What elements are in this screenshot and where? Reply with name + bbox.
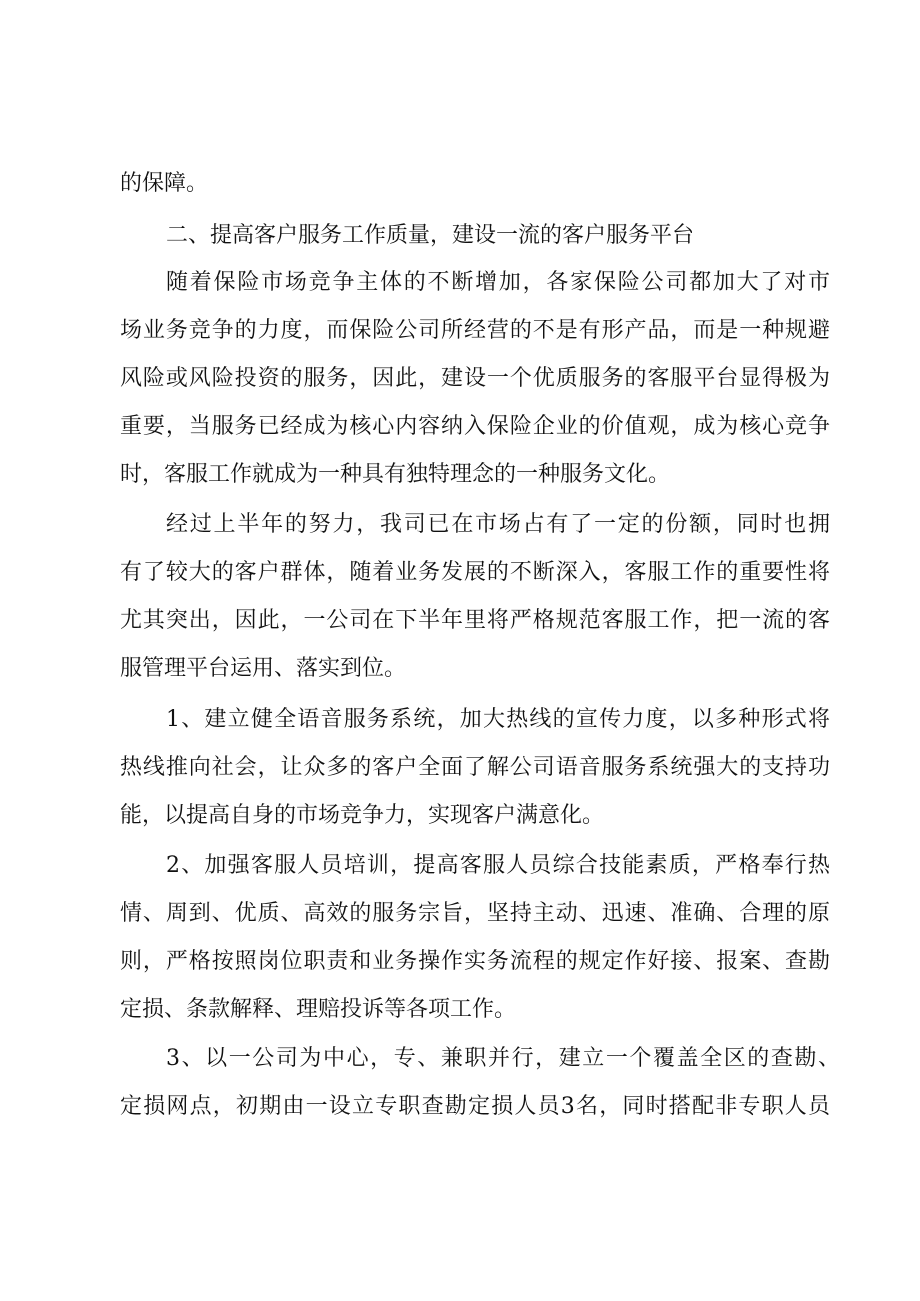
text-line: 2、加强客服人员培训，提高客服人员综合技能素质，严格奉行热 <box>166 853 830 878</box>
text-line: 风险或风险投资的服务，因此，建设一个优质服务的客服平台显得极为 <box>120 366 830 391</box>
text-line: 热线推向社会，让众多的客户全面了解公司语音服务系统强大的支持功 <box>120 755 830 780</box>
text-line: 重要，当服务已经成为核心内容纳入保险企业的价值观，成为核心竞争 <box>120 414 830 439</box>
text-line: 有了较大的客户群体，随着业务发展的不断深入，客服工作的重要性将 <box>120 560 830 585</box>
text-line: 情、周到、优质、高效的服务宗旨，坚持主动、迅速、准确、合理的原 <box>120 901 830 926</box>
text-line: 时，客服工作就成为一种具有独特理念的一种服务文化。 <box>120 462 671 487</box>
text-line: 经过上半年的努力，我司已在市场占有了一定的份额，同时也拥 <box>166 512 830 537</box>
text-line: 定损网点，初期由一设立专职查勘定损人员3名，同时搭配非专职人员 <box>120 1094 830 1119</box>
text-line: 定损、条款解释、理赔投诉等各项工作。 <box>120 997 517 1022</box>
text-line: 3、以一公司为中心，专、兼职并行，建立一个覆盖全区的查勘、 <box>166 1046 840 1071</box>
text-line: 能，以提高自身的市场竞争力，实现客户满意化。 <box>120 803 605 828</box>
text-line: 尤其突出，因此，一公司在下半年里将严格规范客服工作，把一流的客 <box>120 608 830 633</box>
text-line: 服管理平台运用、落实到位。 <box>120 656 407 681</box>
section-heading: 二、提高客户服务工作质量，建设一流的客户服务平台 <box>166 223 695 248</box>
text-line: 随着保险市场竞争主体的不断增加，各家保险公司都加大了对市 <box>166 270 830 295</box>
text-line: 的保障。 <box>120 171 209 196</box>
text-line: 1、建立健全语音服务系统，加大热线的宣传力度，以多种形式将 <box>166 707 830 732</box>
text-line: 场业务竞争的力度，而保险公司所经营的不是有形产品，而是一种规避 <box>120 318 830 343</box>
text-line: 则，严格按照岗位职责和业务操作实务流程的规定作好接、报案、查勘 <box>120 949 830 974</box>
